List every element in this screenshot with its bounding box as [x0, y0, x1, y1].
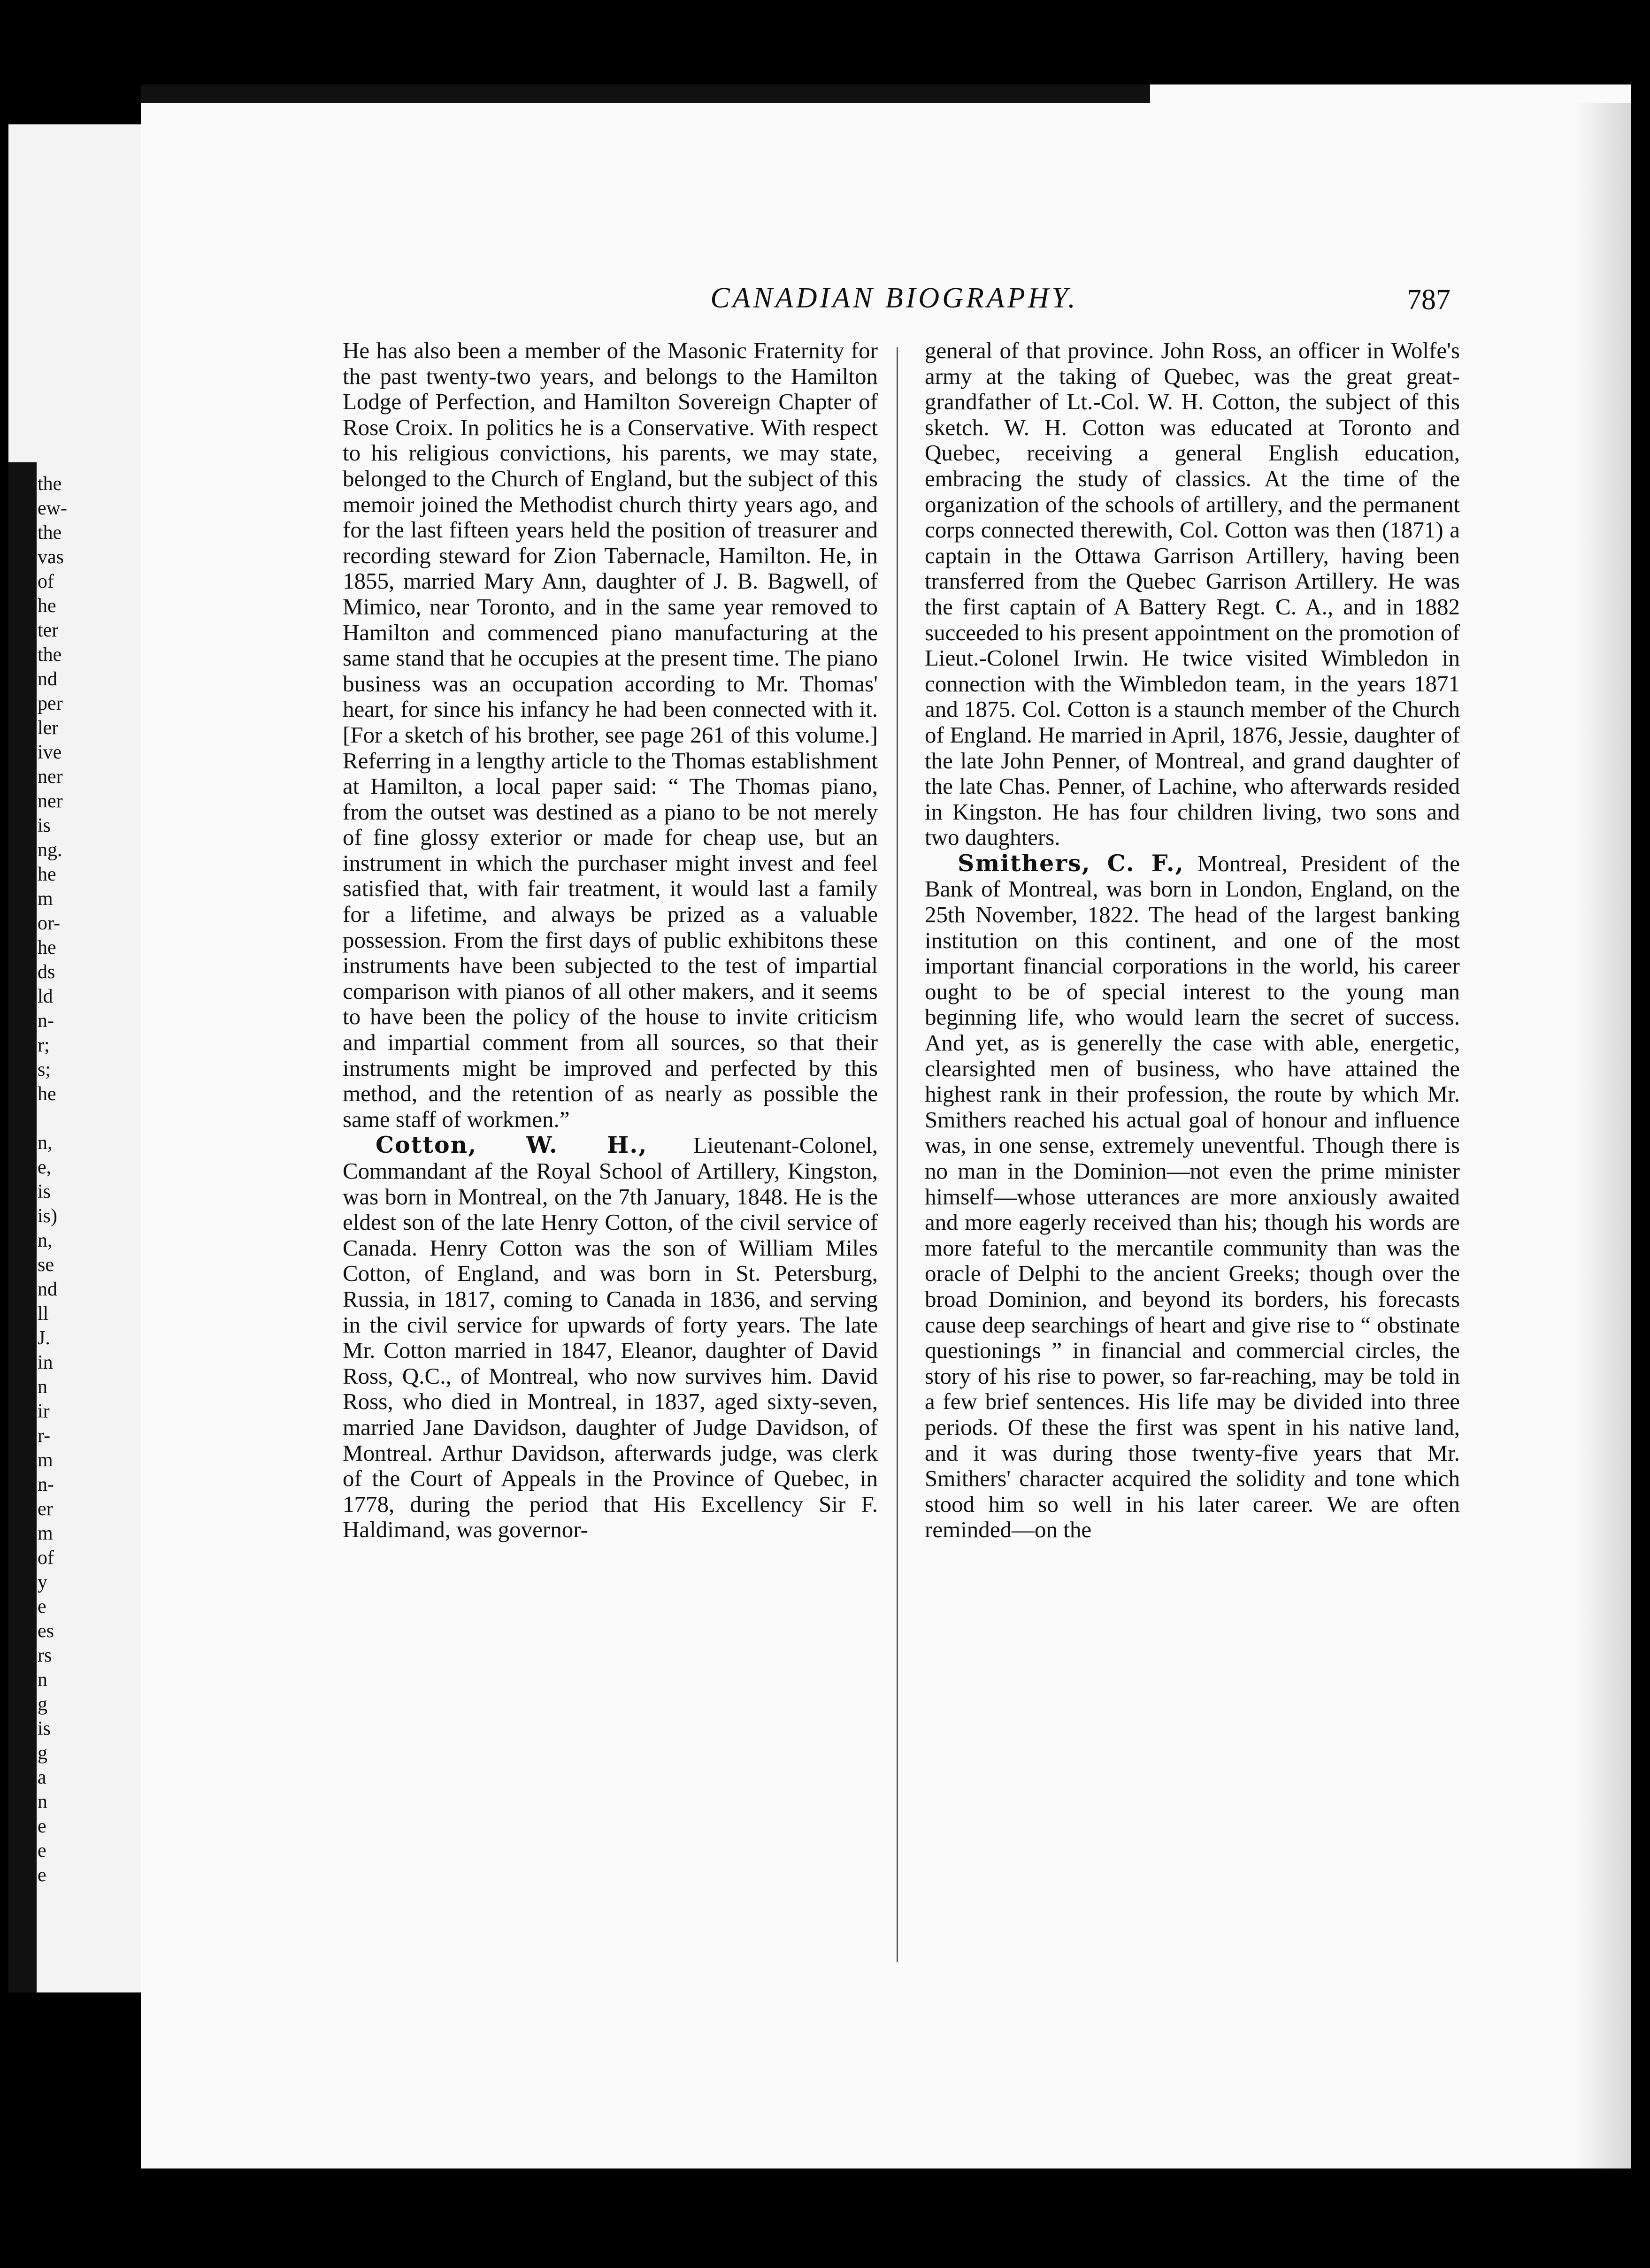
margin-word-fragment: ir: [38, 1401, 50, 1422]
margin-word-fragment: ive: [38, 742, 62, 763]
page-edge-shade: [1575, 103, 1631, 2168]
margin-word-fragment: es: [38, 1620, 54, 1642]
thomas-entry-continuation: He has also been a member of the Masonic Fraternity for the past twenty-two years, and belongs to the Hamilton Lodge of Perfection, and Hamilton Sovereign Chapter of Rose Croix. In politics he is a Conservative. With respect to his religious convictions, his parents, we may state, belonged to the Church of England, but the subject of this memoir joined the Methodist church thirty years ago, and for the last fifteen years held the position of treasurer and recording steward for Zion Tabernacle, Hamilton. He, in 1855, married Mary Ann, daughter of J. B. Bagwell, of Mimico, near Toronto, and in the same year removed to Hamilton and commenced piano manufacturing at the same stand that he occupies at the present time. The piano business was an occupation according to Mr. Thomas' heart, for since his infancy he had been connected with it. [For a sketch of his brother, see page 261 of this volume.] Referring in a lengthy article to the Thomas establishment at Hamilton, a local paper said: “ The Thomas piano, from the outset was destined as a piano to be not merely of fine glossy exterior or made for cheap use, but an instrument in which the purchaser might invest and feel satisfied that, with fair treatment, it would last a family for a lifetime, and always be prized as a valuable possession. From the first days of public exhibitons these instruments have been subjected to the test of impartial comparison with pianos of all other makers, and it seems to have been the policy of the house to invite criticism and impartial comment from all sources, so that their instruments might be improved and perfected by this method, and the retention of as nearly as possible the same staff of workmen.”: [343, 337, 878, 1132]
margin-word-fragment: er: [38, 1498, 53, 1520]
margin-word-fragment: s;: [38, 1059, 51, 1080]
margin-word-fragment: ll: [38, 1303, 49, 1325]
margin-word-fragment: ld: [38, 986, 53, 1007]
margin-word-fragment: n-: [38, 1010, 54, 1032]
margin-word-fragment: J.: [38, 1327, 50, 1349]
cotton-entry: [343, 1132, 878, 1543]
margin-word-fragment: r-: [38, 1425, 51, 1447]
margin-word-fragment: ter: [38, 620, 59, 641]
margin-word-fragment: rs: [38, 1645, 52, 1666]
page-header: [338, 282, 1450, 333]
margin-word-fragments: [38, 472, 149, 1887]
book-page: [141, 84, 1631, 2168]
margin-word-fragment: y: [38, 1571, 47, 1593]
margin-word-fragment: nd: [38, 668, 57, 690]
page-number: 787: [1407, 284, 1450, 316]
entry-name-smithers: Smithers, C. F.,: [958, 849, 1184, 877]
cotton-entry-text: Lieutenant-Colonel, Commandant af the Royal School of Artillery, Kingston, was born in Montreal, on the 7th January, 1848. He is the eldest son of the late Henry Cotton, of the civil service of Canada. Henry Cotton was the son of William Miles Cotton, of England, and was born in St. Petersburg, Russia, in 1817, coming to Canada in 1836, and serving in the civil service for upwards of forty years. The late Mr. Cotton married in 1847, Eleanor, daughter of David Ross, Q.C., of Montreal, who now survives him. David Ross, who died in Montreal, in 1837, aged sixty-seven, married Jane Davidson, daughter of Judge Davidson, of Montreal. Arthur Davidson, afterwards judge, was clerk of the Court of Appeals in the Province of Quebec, in 1778, during the period that His Excellency Sir F. Haldimand, was governor-: [343, 1132, 878, 1543]
margin-word-fragment: the: [38, 522, 62, 544]
margin-word-fragment: of: [38, 1547, 54, 1569]
margin-word-fragment: n,: [38, 1230, 53, 1251]
margin-word-fragment: he: [38, 1083, 56, 1105]
margin-word-fragment: m: [38, 1523, 53, 1544]
entry-name-cotton: Cotton, W. H.,: [376, 1131, 648, 1159]
margin-word-fragment: e: [38, 1864, 46, 1886]
cotton-entry-continuation: general of that province. John Ross, an officer in Wolfe's army at the taking of Quebec, was the great great-grandfather of Lt.-Col. W. H. Cotton, the subject of this sketch. W. H. Cotton was educated at Toronto and Quebec, receiving a general English education, embracing the study of classics. At the time of the organization of the schools of artillery, and the permanent corps connected therewith, Col. Cotton was then (1871) a captain in the Ottawa Garrison Artillery, having been transferred from the Quebec Garrison Artillery. He was the first captain of A Battery Regt. C. A., and in 1882 succeeded to his present appointment on the promotion of Lieut.-Colonel Irwin. He twice visited Wimbledon in connection with the Wimbledon team, in the years 1871 and 1875. Col. Cotton is a staunch member of the Church of England. He married in April, 1876, Jessie, daughter of the late John Penner, of Montreal, and grand daughter of the late Chas. Penner, of Lachine, who afterwards resided in Kingston. He has four children living, two sons and two daughters.: [925, 337, 1460, 850]
margin-word-fragment: vas: [38, 546, 64, 568]
margin-word-fragment: ler: [38, 717, 59, 739]
margin-word-fragment: n: [38, 1791, 47, 1813]
margin-word-fragment: in: [38, 1352, 53, 1373]
margin-word-fragment: e: [38, 1816, 46, 1837]
margin-word-fragment: n: [38, 1376, 47, 1398]
margin-word-fragment: the: [38, 473, 62, 495]
margin-word-fragment: he: [38, 595, 56, 617]
margin-word-fragment: or-: [38, 912, 61, 934]
margin-word-fragment: nd: [38, 1279, 57, 1300]
margin-word-fragment: ner: [38, 790, 63, 812]
smithers-entry-text: Montreal, President of the Bank of Montreal, was born in London, England, on the 25th November, 1822. The head of the largest banking institution on this continent, and one of the most important financial corporations in the world, his career ought to be of special interest to the young man beginning life, who would learn the secret of success. And yet, as is generelly the case with able, energetic, clearsighted men of business, who have attained the highest rank in their profession, the route by which Mr. Smithers reached his actual goal of honour and influence was, in one sense, extremely uneventful. Though there is no man in the Dominion—not even the prime minister himself—whose utterances are more anxiously awaited and more eagerly received than his; though his words are more fateful to the mercantile community than was the oracle of Delphi to the ancient Greeks; though over the broad Dominion, and beyond its borders, his forecasts cause deep searchings of heart and give rise to “ obstinate questionings ” in financial and commercial circles, the story of his rise to power, so far-reaching, may be told in a few brief sentences. His life may be divided into three periods. Of these the first was spent in his native land, and it was during those twenty-five years that Mr. Smithers' character acquired the solidity and tone which stood him so well in his later career. We are often reminded—on the: [925, 850, 1460, 1543]
margin-word-fragment: the: [38, 644, 62, 666]
margin-word-fragment: is: [38, 1181, 51, 1203]
margin-word-fragment: r;: [38, 1034, 50, 1056]
margin-word-fragment: per: [38, 693, 63, 714]
binding-shadow: [8, 462, 37, 1992]
left-column: [343, 338, 878, 1543]
margin-word-fragment: n,: [38, 1132, 53, 1154]
margin-word-fragment: of: [38, 571, 54, 592]
margin-word-fragment: g: [38, 1742, 47, 1764]
margin-word-fragment: n-: [38, 1474, 54, 1495]
margin-word-fragment: is): [38, 1205, 57, 1227]
smithers-entry: [925, 850, 1460, 1543]
margin-word-fragment: e: [38, 1596, 46, 1617]
margin-word-fragment: he: [38, 937, 56, 958]
margin-word-fragment: e: [38, 1840, 46, 1862]
margin-word-fragment: n: [38, 1669, 47, 1691]
margin-word-fragment: is: [38, 815, 51, 836]
previous-page-fragment: [8, 124, 149, 1992]
margin-word-fragment: ds: [38, 961, 55, 983]
margin-word-fragment: m: [38, 888, 53, 910]
margin-word-fragment: ner: [38, 766, 63, 788]
margin-word-fragment: is: [38, 1718, 51, 1739]
scan-edge-strip: [141, 84, 1150, 103]
margin-word-fragment: ew-: [38, 498, 67, 519]
margin-word-fragment: [38, 1106, 149, 1131]
right-column: [925, 338, 1460, 1543]
margin-word-fragment: g: [38, 1693, 47, 1715]
margin-word-fragment: e,: [38, 1157, 52, 1178]
column-divider: [897, 347, 898, 1962]
running-title: CANADIAN BIOGRAPHY.: [710, 282, 1078, 314]
margin-word-fragment: he: [38, 864, 56, 885]
margin-word-fragment: se: [38, 1254, 54, 1276]
margin-word-fragment: m: [38, 1449, 53, 1471]
margin-word-fragment: a: [38, 1767, 46, 1788]
margin-word-fragment: ng.: [38, 839, 62, 861]
